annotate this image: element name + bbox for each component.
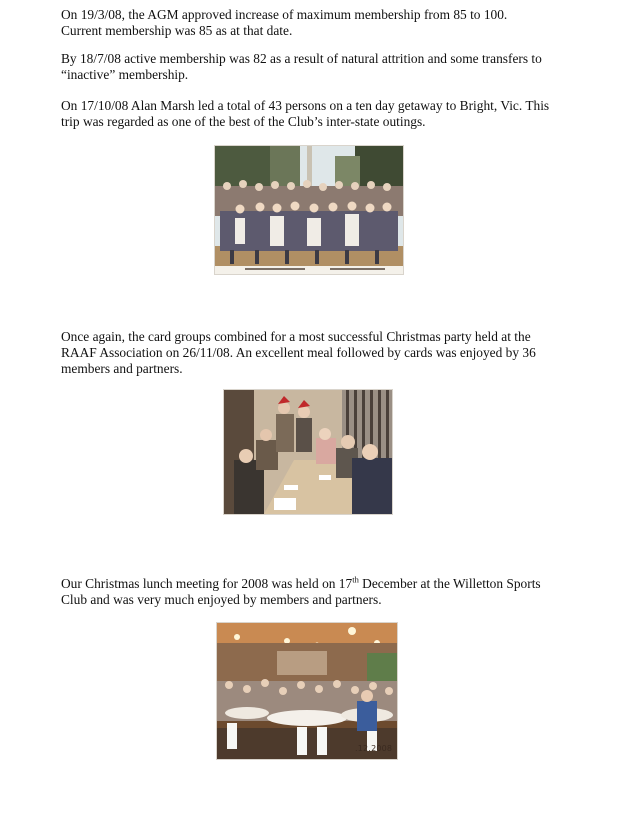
photo-date-stamp: .12.2008 bbox=[355, 744, 393, 753]
text-line: Club and was very much enjoyed by members and partners. bbox=[61, 592, 382, 607]
text-line: “inactive” membership. bbox=[61, 67, 189, 82]
text-line: members and partners. bbox=[61, 361, 183, 376]
text-line: Current membership was 85 as at that date. bbox=[61, 23, 293, 38]
text-line: trip was regarded as one of the best of the Club’s inter-state outings. bbox=[61, 114, 426, 129]
text-fragment: Our Christmas lunch meeting for 2008 was held on 17 bbox=[61, 576, 353, 591]
text-line: On 17/10/08 Alan Marsh led a total of 43 persons on a ten day getaway to Bright, Vic. This bbox=[61, 98, 550, 113]
paragraph-bright-trip bbox=[61, 98, 601, 130]
christmas-lunch-photo bbox=[217, 623, 397, 759]
bright-trip-group-photo bbox=[215, 146, 403, 274]
text-line: Once again, the card groups combined for a most successful Christmas party held at the bbox=[61, 329, 531, 344]
paragraph-christmas-lunch bbox=[61, 576, 601, 608]
text-line: By 18/7/08 active membership was 82 as a result of natural attrition and some transfers to bbox=[61, 51, 542, 66]
text-line: On 19/3/08, the AGM approved increase of maximum membership from 85 to 100. bbox=[61, 7, 508, 22]
paragraph-active-membership bbox=[61, 51, 601, 83]
text-fragment: December at the Willetton Sports bbox=[358, 576, 541, 591]
text-line bbox=[61, 576, 601, 592]
text-line: RAAF Association on 26/11/08. An excellent meal followed by cards was enjoyed by 36 bbox=[61, 345, 536, 360]
christmas-card-party-photo bbox=[224, 390, 392, 514]
paragraph-christmas-party bbox=[61, 329, 601, 377]
paragraph-agm-membership bbox=[61, 7, 601, 39]
ordinal-suffix: th bbox=[352, 574, 359, 585]
